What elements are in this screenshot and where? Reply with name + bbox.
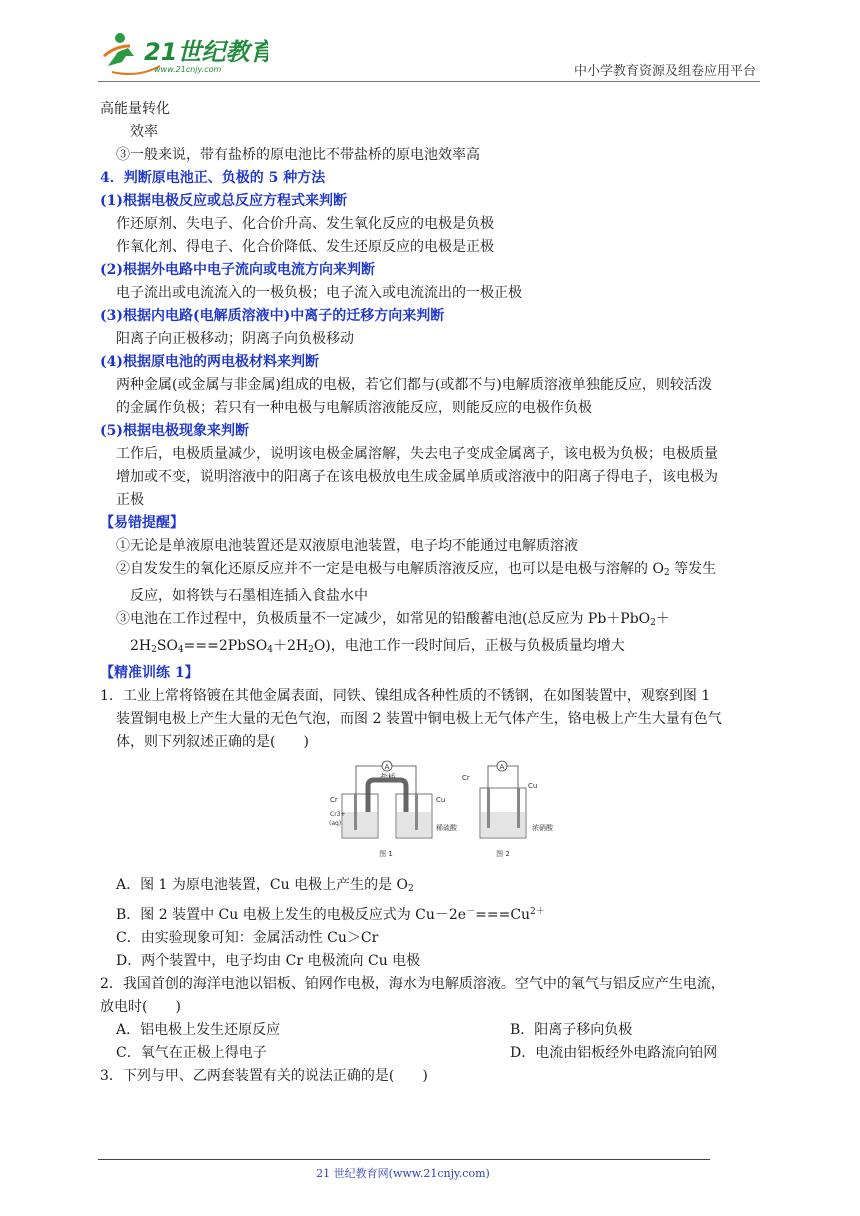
option-b[interactable]: B．图 2 装置中 Cu 电极上发生的电极反应式为 $Cu-2e^-===Cu^{2+}$ [116, 907, 545, 923]
equation-line: $2H_2SO_4===2PbSO_4+2H_2O$)，电池工作一段时间后，正极与负极质量均增大 [130, 638, 625, 655]
cr-ion-label: Cr3+ [330, 811, 346, 818]
ammeter-2-label: A [499, 763, 505, 771]
text-line: ③一般来说，带有盐桥的原电池比不带盐桥的原电池效率高 [116, 147, 480, 163]
logo-text: 21世纪教育 [144, 38, 268, 66]
method-heading: (1)根据电极反应或总反应方程式来判断 [100, 193, 347, 209]
question-1-cont: 体，则下列叙述正确的是( ) [116, 734, 309, 750]
question-1-cont: 装置铜电极上产生大量的无色气泡，而图 2 装置中铜电极上无气体产生，铬电极上产生大量有色气 [116, 711, 722, 727]
text-line: ①无论是单液原电池装置还是双液原电池装置，电子均不能通过电解质溶液 [116, 538, 578, 554]
option-d[interactable]: D．两个装置中，电子均由 Cr 电极流向 Cu 电极 [116, 953, 421, 969]
option-c[interactable]: C．由实验现象可知：金属活动性 Cu＞Cr [116, 930, 379, 946]
text-line: 的金属作负极；若只有一种电极与电解质溶液能反应，则能反应的电极作负极 [116, 400, 592, 416]
text-line: 高能量转化 [100, 101, 170, 117]
conc-acid-label: 浓硝酸 [532, 824, 553, 832]
aq-label: (aq) [329, 820, 342, 827]
question-1: 1．工业上常将铬镀在其他金属表面，同铁、镍组成各种性质的不锈钢，在如图装置中，观察到图 1 [100, 688, 711, 704]
ammeter-1-label: A [384, 763, 390, 771]
text-line: 效率 [130, 124, 158, 140]
platform-name: 中小学教育资源及组卷应用平台 [573, 64, 756, 79]
question-3: 3．下列与甲、乙两套装置有关的说法正确的是( ) [100, 1068, 428, 1084]
cu-label-1: Cu [436, 796, 446, 804]
option-row [100, 1042, 766, 1065]
figure-2-caption: 图 2 [496, 850, 510, 858]
cr-label-1: Cr [330, 796, 338, 804]
method-heading: (5)根据电极现象来判断 [100, 423, 249, 439]
logo-url: www.21cnjy.com [154, 65, 222, 74]
question-2: 2．我国首创的海洋电池以铝板、铂网作电极，海水为电解质溶液。空气中的氧气与铝反应产生电流， [100, 976, 725, 992]
text-line: 作还原剂、失电子、化合价升高、发生氧化反应的电极是负极 [116, 216, 494, 232]
cell-diagram [328, 760, 578, 868]
text-line: ③电池在工作过程中，负极质量不一定减少，如常见的铅酸蓄电池(总反应为 Pb＋PbO$_2$＋ [116, 611, 670, 628]
footer-divider [98, 1159, 710, 1160]
text-line: 作氧化剂、得电子、化合价降低、发生还原反应的电极是正极 [116, 239, 494, 255]
site-logo[interactable] [98, 26, 268, 80]
question-2-cont: 放电时( ) [100, 999, 181, 1015]
text-line: 增加或不变，说明溶液中的阳离子在该电极放电生成金属单质或溶液中的阳离子得电子，该电极为 [116, 469, 718, 485]
text-line: 反应，如将铁与石墨相连插入食盐水中 [130, 588, 368, 604]
option-b[interactable]: B．阳离子移向负极 [510, 1022, 633, 1038]
footer-link[interactable]: 21 世纪教育网(www.21cnjy.com) [316, 1167, 490, 1180]
practice-heading: 【精准训练 1】 [100, 665, 199, 681]
method-heading: (2)根据外电路中电子流向或电流方向来判断 [100, 262, 375, 278]
galvanic-cell-figure [100, 760, 766, 870]
cr-label-2: Cr [462, 774, 470, 782]
option-d[interactable]: D．电流由铝板经外电路流向铂网 [510, 1045, 718, 1061]
text-line: 工作后，电极质量减少，说明该电极金属溶解，失去电子变成金属离子，该电极为负极；电极质量 [116, 446, 718, 462]
dilute-acid-label: 稀硫酸 [436, 824, 457, 832]
method-heading: (4)根据原电池的两电极材料来判断 [100, 354, 319, 370]
tip-heading: 【易错提醒】 [100, 515, 184, 531]
option-a[interactable]: A．铝电极上发生还原反应 [116, 1022, 281, 1038]
option-row [100, 1019, 766, 1042]
salt-bridge-label: 盐桥 [380, 773, 396, 782]
option-a[interactable]: A．图 1 为原电池装置，Cu 电极上产生的是 $O_2$ [116, 877, 414, 894]
figure-1-caption: 图 1 [379, 850, 393, 858]
text-line: 阳离子向正极移动；阴离子向负极移动 [116, 331, 354, 347]
section-heading: 4．判断原电池正、负极的 5 种方法 [100, 170, 326, 186]
text-line: 正极 [116, 492, 144, 508]
cu-label-2: Cu [528, 782, 538, 790]
method-heading: (3)根据内电路(电解质溶液中)中离子的迁移方向来判断 [100, 308, 445, 324]
text-line: 电子流出或电流流入的一极负极；电子流入或电流流出的一极正极 [116, 285, 522, 301]
text-line: 两种金属(或金属与非金属)组成的电极，若它们都与(或都不与)电解质溶液单独能反应，则较活泼 [116, 377, 712, 393]
text-line: ②自发发生的氧化还原反应并不一定是电极与电解质溶液反应，也可以是电极与溶解的 $O_2$ 等发生 [116, 561, 717, 578]
runner-logo-icon [98, 26, 268, 80]
option-c[interactable]: C．氧气在正极上得电子 [116, 1045, 267, 1061]
content-body [100, 98, 766, 1088]
header-divider [98, 81, 760, 82]
